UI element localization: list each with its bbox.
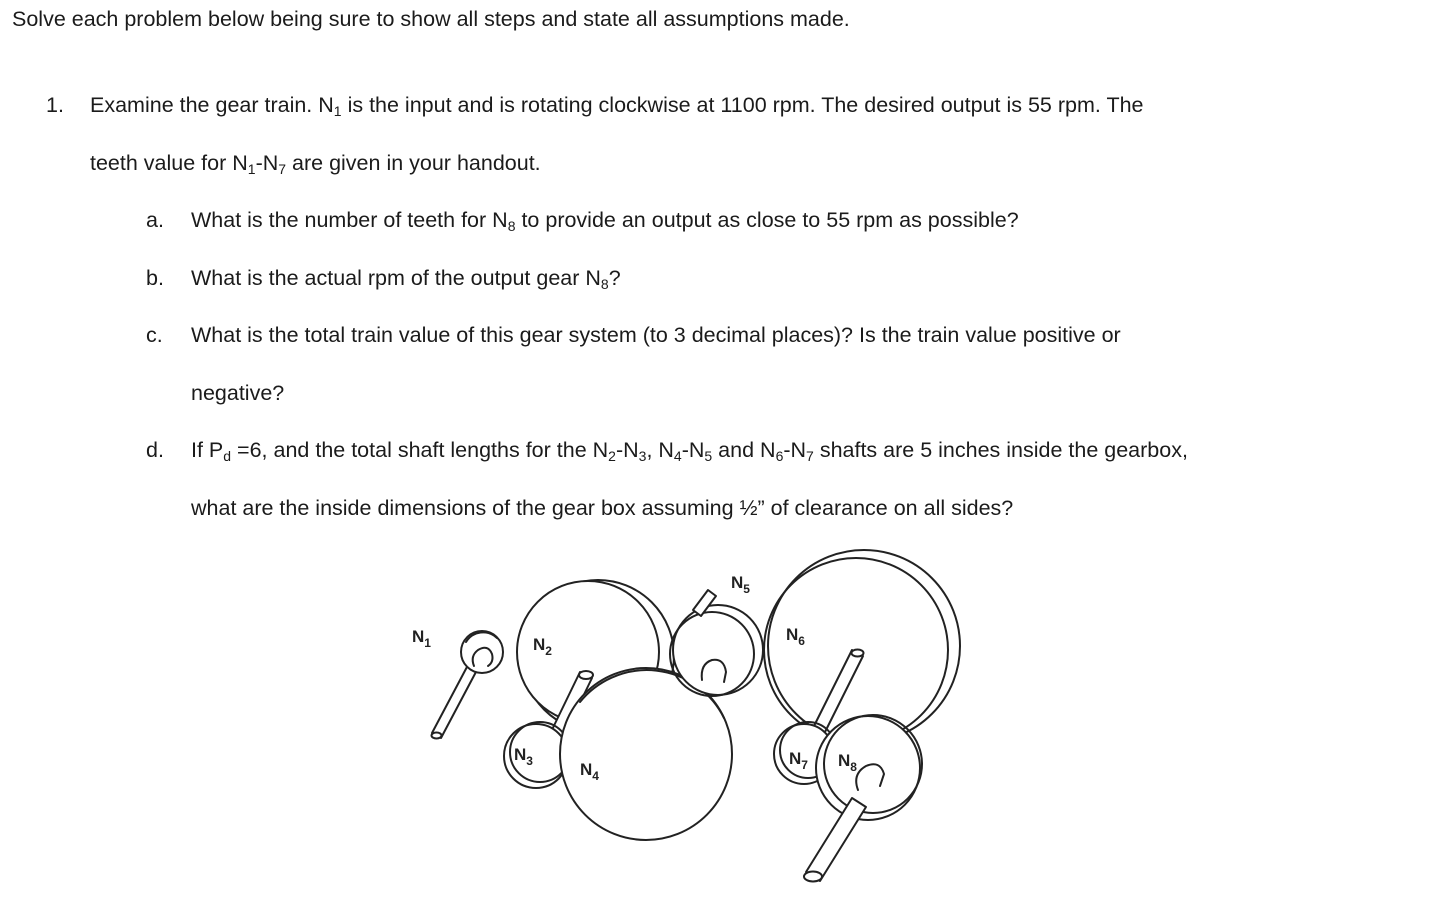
part-c-text-1: What is the total train value of this gear system (to 3 decimal places)? Is the train value positive or xyxy=(191,323,1121,347)
part-c-label: c. xyxy=(146,323,163,347)
instructions-text: Solve each problem below being sure to show all steps and state all assumptions made. xyxy=(12,7,850,31)
n1-gear xyxy=(461,631,503,673)
n1-label: $N_1$ xyxy=(412,627,431,650)
n3-label: $N_3$ xyxy=(514,745,533,768)
n7-label: $N_7$ xyxy=(789,749,808,772)
n1-shaft xyxy=(432,665,478,739)
gear-train-diagram xyxy=(405,545,965,890)
n2-label: $N_2$ xyxy=(533,635,552,658)
part-a-label: a. xyxy=(146,208,164,232)
n5-label: $N_5$ xyxy=(731,573,750,596)
problem-line-2: teeth value for $N_1-N_7$ are given in your handout. xyxy=(90,151,541,177)
part-c-text-2: negative? xyxy=(191,381,285,405)
part-d-text-2: what are the inside dimensions of the gear box assuming ½” of clearance on all sides? xyxy=(191,496,1014,520)
n8-output-shaft xyxy=(804,798,866,882)
n6-gear xyxy=(764,550,960,742)
problem-line-1: Examine the gear train. $N_1$ is the input and is rotating clockwise at 1100 rpm. The desired output is 55 rpm. The xyxy=(90,93,1144,119)
part-b-text: What is the actual rpm of the output gear $N_8$? xyxy=(191,266,621,292)
part-b-label: b. xyxy=(146,266,164,290)
problem-number: 1. xyxy=(46,93,64,117)
part-d-label: d. xyxy=(146,438,164,462)
n6-label: $N_6$ xyxy=(786,625,805,648)
n4-label: $N_4$ xyxy=(580,760,599,783)
part-a-text: What is the number of teeth for $N_8$ to provide an output as close to 55 rpm as possible? xyxy=(191,208,1019,234)
part-d-text-1: If $P_d =6$, and the total shaft lengths for the $N_2-N_3$, $N_4-N_5$ and $N_6-N_7$ shafts are 5 inches inside the gearbox, xyxy=(191,438,1188,464)
n8-label: $N_8$ xyxy=(838,751,857,774)
